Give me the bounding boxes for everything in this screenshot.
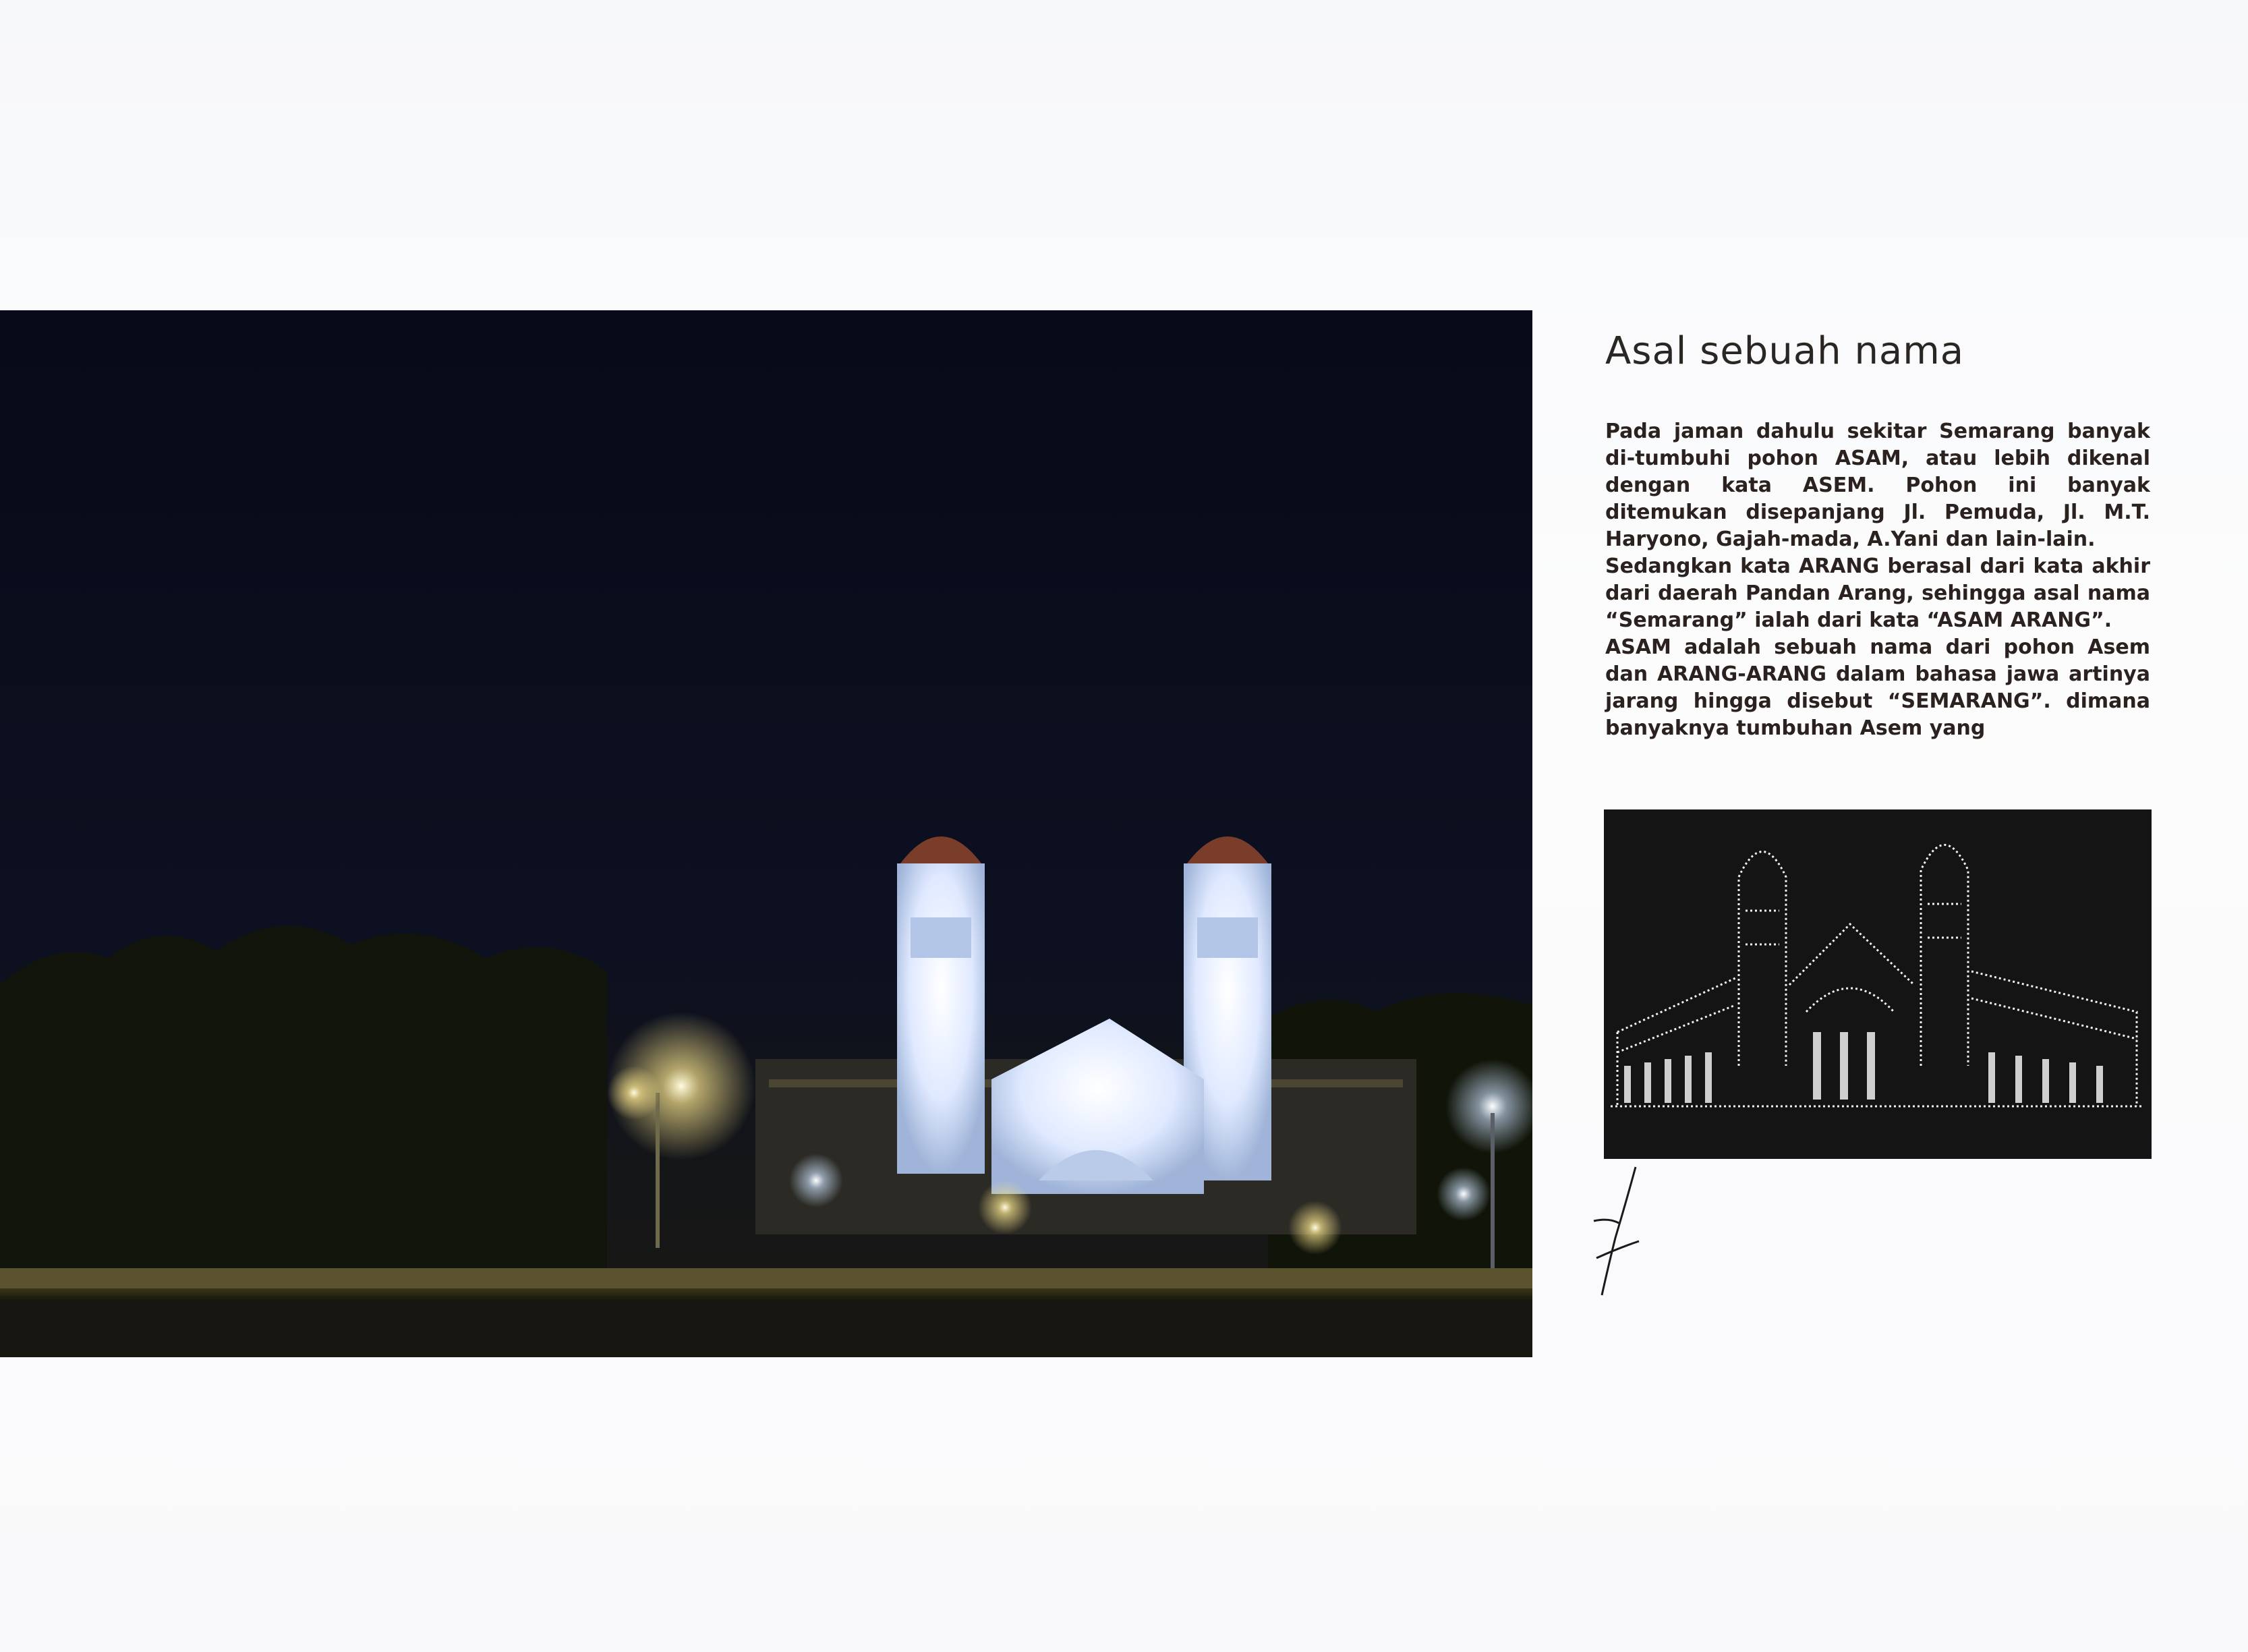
paragraph-3: ASAM adalah sebuah nama dari pohon Asem dan ARANG-ARANG dalam bahasa jawa artinya jarang hingga disebut “SEMARANG”. dimana banyaknya tumbuhan Asem yang: [1605, 635, 2150, 740]
signature-mark: [1588, 1164, 1649, 1299]
paragraph-1: Pada jaman dahulu sekitar Semarang banyak di-tumbuhi pohon ASAM, atau lebih dikenal dengan kata ASEM. Pohon ini banyak ditemukan disepanjang Jl. Pemuda, Jl. M.T. Haryono, Gajah-mada, A.Yani dan lain-lain.: [1605, 420, 2150, 551]
handwritten-signature: [1588, 1164, 1649, 1299]
illuminated-building-illustration: [1604, 809, 2152, 1159]
night-scene-illustration: [0, 310, 1532, 1357]
paragraph-2: Sedangkan kata ARANG berasal dari kata akhir dari daerah Pandan Arang, sehingga asal nama “Semarang” ialah dari kata “ASAM ARANG”.: [1605, 554, 2150, 632]
small-illuminated-photo: [1604, 809, 2152, 1159]
article-title: Asal sebuah nama: [1605, 329, 1965, 373]
main-night-photo: [0, 310, 1532, 1357]
article-body: [1605, 418, 2150, 742]
